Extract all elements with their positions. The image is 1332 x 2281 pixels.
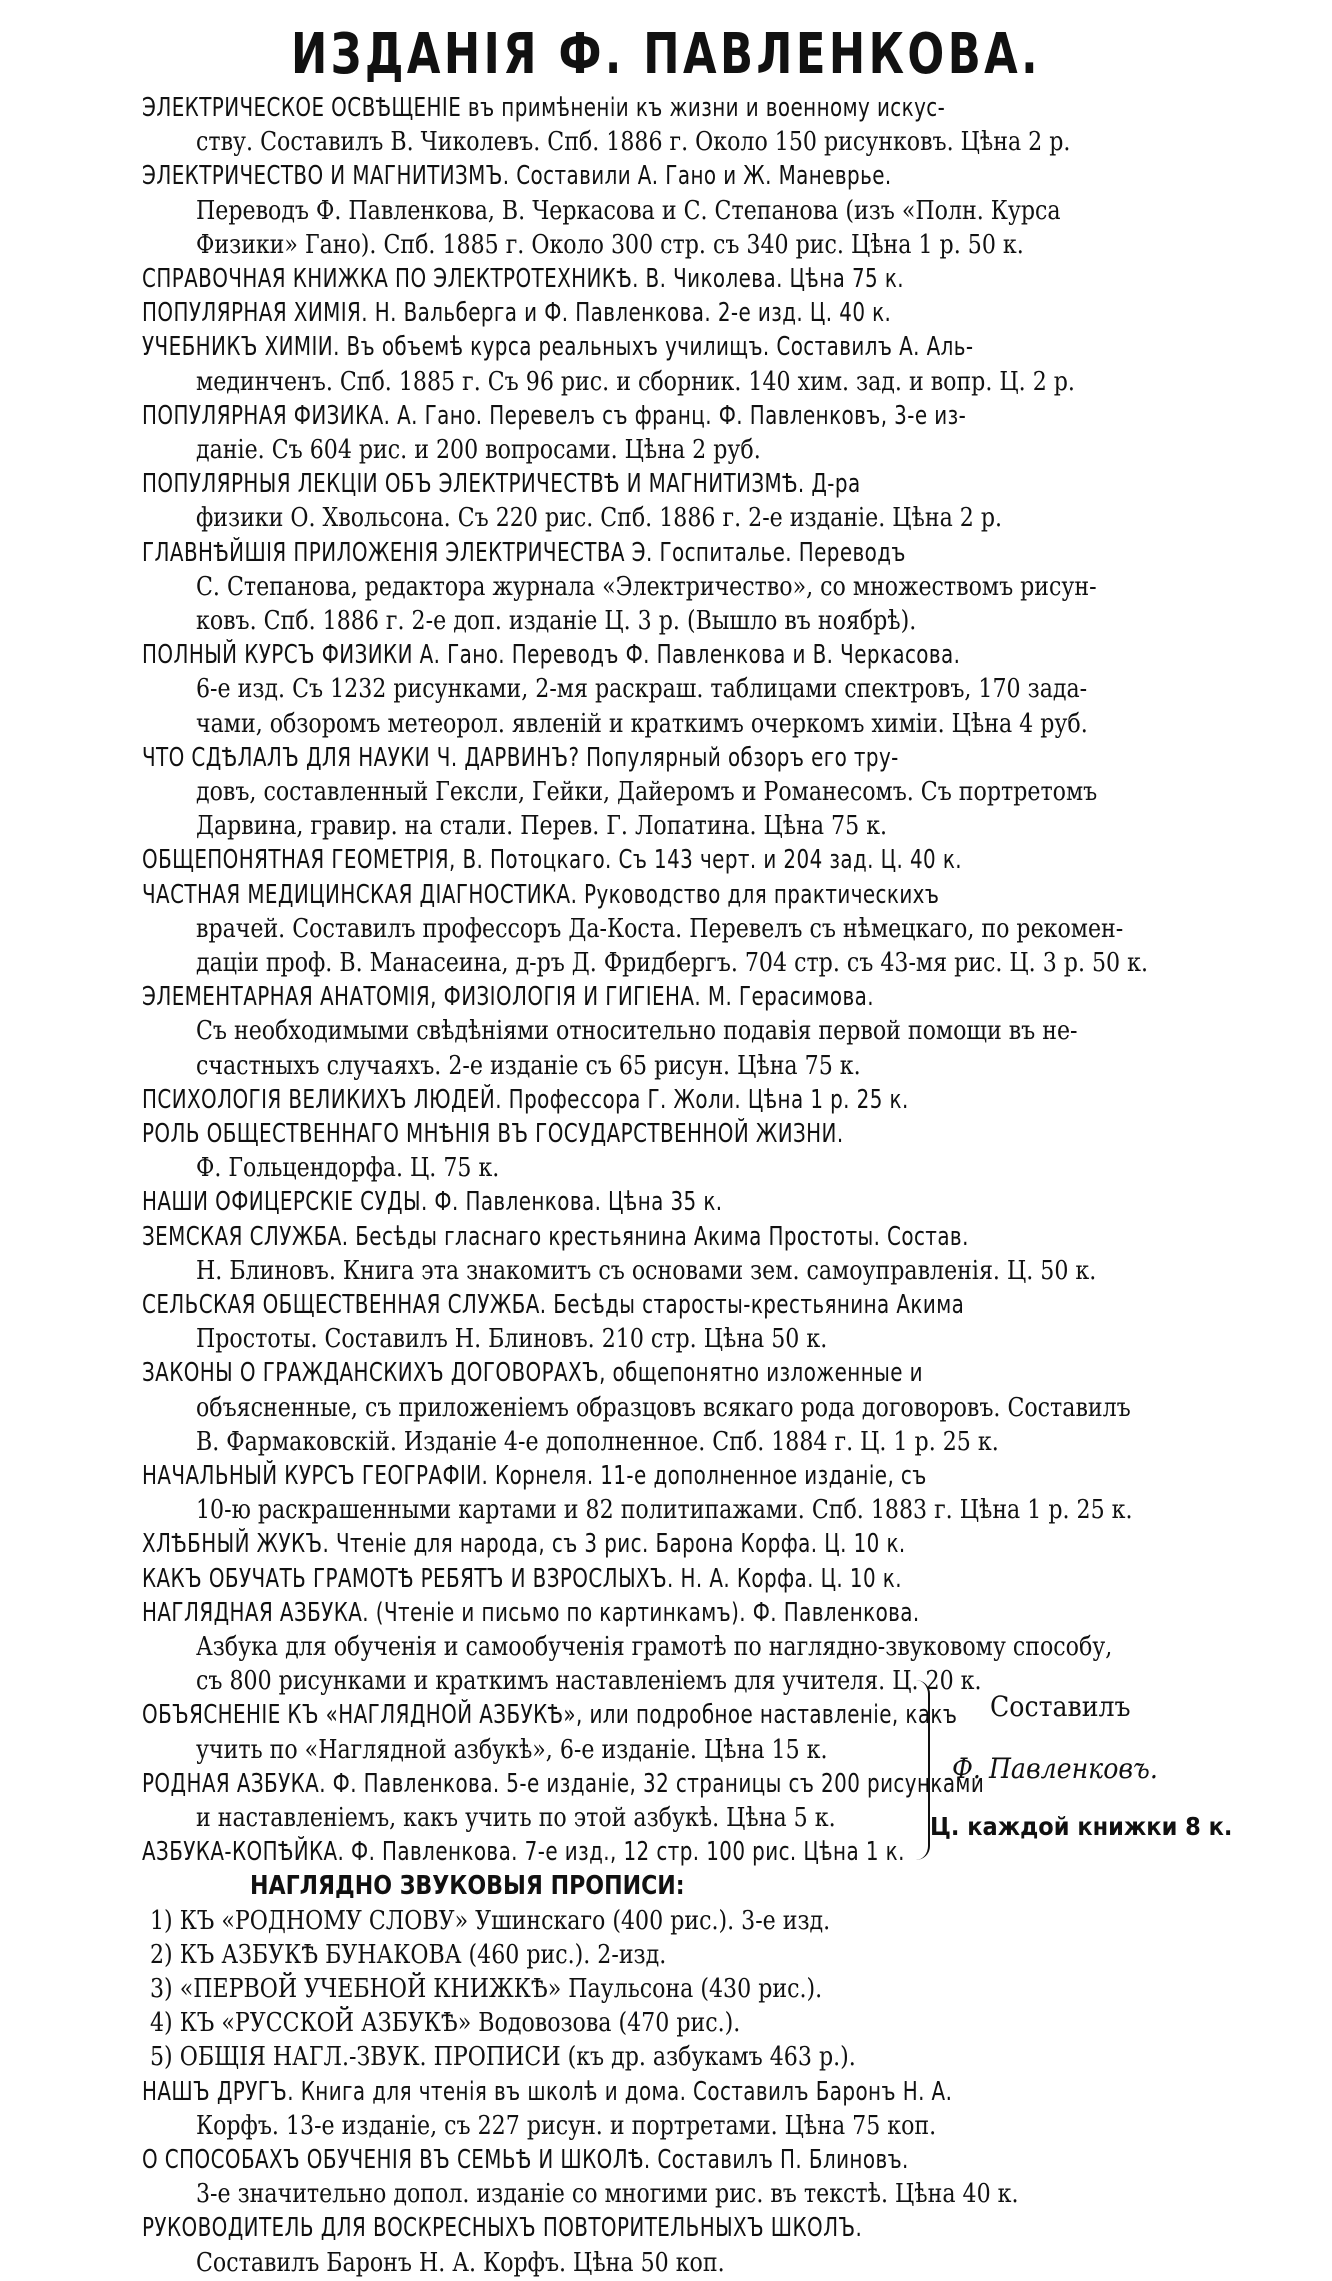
catalog-line: 1) КЪ «РОДНОМУ СЛОВУ» Ушинскаго (400 рис.). 3-е изд. (150, 1905, 831, 1936)
catalog-line: УЧЕБНИКЪ ХИМІИ. Въ объемѣ курса реальныхъ училищъ. Составилъ А. Аль- (142, 332, 974, 363)
catalog-line: ГЛАВНѢЙШІЯ ПРИЛОЖЕНІЯ ЭЛЕКТРИЧЕСТВА Э. Госпиталье. Переводъ (142, 537, 906, 568)
catalog-line: С. Степанова, редактора журнала «Электричество», со множествомъ рисун- (196, 571, 1097, 602)
catalog-line: 3) «ПЕРВОЙ УЧЕБНОЙ КНИЖКѢ» Паульсона (430 рис.). (150, 1974, 823, 2004)
catalog-line: ЗЕМСКАЯ СЛУЖБА. Бесѣды гласнаго крестьянина Акима Простоты. Состав. (142, 1221, 969, 1252)
catalog-line: ЭЛЕКТРИЧЕСТВО И МАГНИТИЗМЪ. Составили А. Гано и Ж. Маневрье. (142, 161, 892, 192)
prescriptions-price: Ц. каждой книжки 8 к. (930, 1812, 1233, 1841)
page-title: ИЗДАНІЯ Ф. ПАВЛЕНКОВА. (290, 22, 1042, 87)
catalog-line: СПРАВОЧНАЯ КНИЖКА ПО ЭЛЕКТРОТЕХНИКѢ. В. Чиколева. Цѣна 75 к. (142, 264, 905, 294)
catalog-line: ПОПУЛЯРНАЯ ФИЗИКА. А. Гано. Перевелъ съ франц. Ф. Павленковъ, 3-е из- (142, 400, 967, 431)
catalog-line: ЧТО СДѢЛАЛЪ ДЛЯ НАУКИ Ч. ДАРВИНЪ? Популярный обзоръ его тру- (142, 742, 899, 773)
catalog-line: объясненные, съ приложеніемъ образцовъ всякаго рода договоровъ. Составилъ (196, 1392, 1131, 1423)
catalog-line: НАГЛЯДНО ЗВУКОВЫЯ ПРОПИСИ: (250, 1871, 685, 1902)
catalog-line: В. Фармаковскій. Изданіе 4-е дополненное. Спб. 1884 г. Ц. 1 р. 25 к. (196, 1426, 999, 1457)
prescriptions-author-label: Составилъ (990, 1690, 1131, 1723)
catalog-line: 2) КЪ АЗБУКѢ БУНАКОВА (460 рис.). 2-изд. (150, 1939, 667, 1970)
catalog-line: 3-е значительно допол. изданіе со многими рис. въ текстѣ. Цѣна 40 к. (196, 2179, 1019, 2210)
catalog-line: ЭЛЕКТРИЧЕСКОЕ ОСВѢЩЕНІЕ въ примѣненіи къ жизни и военному искус- (142, 93, 946, 123)
catalog-line: ЭЛЕМЕНТАРНАЯ АНАТОМІЯ, ФИЗІОЛОГІЯ И ГИГІЕНА. М. Герасимова. (142, 982, 874, 1013)
catalog-line: КАКЪ ОБУЧАТЬ ГРАМОТѢ РЕБЯТЪ И ВЗРОСЛЫХЪ. Н. А. Корфа. Ц. 10 к. (142, 1563, 902, 1594)
catalog-line: Составилъ Баронъ Н. А. Корфъ. Цѣна 50 коп. (196, 2247, 725, 2278)
catalog-line: Съ необходимыми свѣдѣніями относительно подавія первой помощи въ не- (196, 1016, 1078, 1047)
catalog-line: Ф. Гольцендорфа. Ц. 75 к. (196, 1153, 500, 1184)
catalog-line: РУКОВОДИТЕЛЬ ДЛЯ ВОСКРЕСНЫХЪ ПОВТОРИТЕЛЬНЫХЪ ШКОЛЪ. (142, 2213, 863, 2244)
grouping-brace (916, 1680, 930, 1860)
catalog-line: ЗАКОНЫ О ГРАЖДАНСКИХЪ ДОГОВОРАХЪ, общепонятно изложенные и (142, 1358, 924, 1389)
catalog-line: НАШИ ОФИЦЕРСКІЕ СУДЫ. Ф. Павленкова. Цѣна 35 к. (142, 1187, 723, 1218)
prescriptions-author-name: Ф. Павленковъ. (952, 1752, 1158, 1785)
catalog-line: даніе. Съ 604 рис. и 200 вопросами. Цѣна 2 руб. (196, 435, 761, 465)
catalog-line: О СПОСОБАХЪ ОБУЧЕНІЯ ВЪ СЕМЬѢ И ШКОЛѢ. Составилъ П. Блиновъ. (142, 2145, 909, 2175)
catalog-line: Азбука для обученія и самообученія грамотѣ по наглядно-звуковому способу, (196, 1632, 1113, 1662)
catalog-line: ХЛѢБНЫЙ ЖУКЪ. Чтеніе для народа, съ 3 рис. Барона Корфа. Ц. 10 к. (142, 1529, 906, 1560)
catalog-line: и наставленіемъ, какъ учить по этой азбукѣ. Цѣна 5 к. (196, 1803, 836, 1833)
catalog-line: РОДНАЯ АЗБУКА. Ф. Павленкова. 5-е изданіе, 32 страницы съ 200 рисунками (142, 1768, 985, 1799)
catalog-line: ЧАСТНАЯ МЕДИЦИНСКАЯ ДІАГНОСТИКА. Руководство для практическихъ (142, 879, 940, 910)
catalog-line: съ 800 рисунками и краткимъ наставленіемъ для учителя. Ц. 20 к. (196, 1666, 982, 1697)
catalog-line: Простоты. Составилъ Н. Блиновъ. 210 стр. Цѣна 50 к. (196, 1324, 828, 1355)
catalog-line: ПСИХОЛОГІЯ ВЕЛИКИХЪ ЛЮДЕЙ. Профессора Г. Жоли. Цѣна 1 р. 25 к. (142, 1084, 909, 1115)
catalog-line: ковъ. Спб. 1886 г. 2-е доп. изданіе Ц. 3 р. (Вышло въ ноябрѣ). (196, 606, 917, 636)
catalog-line: ству. Составилъ В. Чиколевъ. Спб. 1886 г. Около 150 рисунковъ. Цѣна 2 р. (196, 127, 1071, 158)
catalog-line: АЗБУКА-КОПѢЙКА. Ф. Павленкова. 7-е изд., 12 стр. 100 рис. Цѣна 1 к. (142, 1837, 905, 1868)
catalog-line: Н. Блиновъ. Книга эта знакомитъ съ основами зем. самоуправленія. Ц. 50 к. (196, 1255, 1097, 1286)
catalog-line: Дарвина, гравир. на стали. Перев. Г. Лопатина. Цѣна 75 к. (196, 811, 888, 842)
catalog-line: 6-е изд. Съ 1232 рисунками, 2-мя раскраш. таблицами спектровъ, 170 зада- (196, 674, 1088, 705)
catalog-line: Переводъ Ф. Павленкова, В. Черкасова и С. Степанова (изъ «Полн. Курса (196, 195, 1061, 226)
catalog-line: ПОПУЛЯРНЫЯ ЛЕКЦІИ ОБЪ ЭЛЕКТРИЧЕСТВѢ И МАГНИТИЗМѢ. Д-ра (142, 469, 861, 500)
catalog-line: НАГЛЯДНАЯ АЗБУКА. (Чтеніе и письмо по картинкамъ). Ф. Павленкова. (142, 1597, 920, 1628)
catalog-line: счастныхъ случаяхъ. 2-е изданіе съ 65 рисун. Цѣна 75 к. (196, 1050, 861, 1081)
catalog-line: чами, обзоромъ метеорол. явленій и краткимъ очеркомъ химіи. Цѣна 4 руб. (196, 708, 1088, 739)
catalog-line: 10-ю раскрашенными картами и 82 политипажами. Спб. 1883 г. Цѣна 1 р. 25 к. (196, 1495, 1133, 1526)
catalog-line: СЕЛЬСКАЯ ОБЩЕСТВЕННАЯ СЛУЖБА. Бесѣды старосты-крестьянина Акима (142, 1290, 965, 1320)
catalog-line: ОБЪЯСНЕНІЕ КЪ «НАГЛЯДНОЙ АЗБУКѢ», или подробное наставленіе, какъ (142, 1700, 958, 1731)
catalog-line: ПОПУЛЯРНАЯ ХИМІЯ. Н. Вальберга и Ф. Павленкова. 2-е изд. Ц. 40 к. (142, 298, 892, 329)
catalog-line: довъ, составленный Гексли, Гейки, Дайеромъ и Романесомъ. Съ портретомъ (196, 777, 1098, 807)
catalog-line: РОЛЬ ОБЩЕСТВЕННАГО МНѢНІЯ ВЪ ГОСУДАРСТВЕННОЙ ЖИЗНИ. (142, 1119, 844, 1149)
catalog-line: НАШЪ ДРУГЪ. Книга для чтенія въ школѣ и дома. Составилъ Баронъ Н. А. (142, 2076, 953, 2107)
catalog-line: НАЧАЛЬНЫЙ КУРСЪ ГЕОГРАФІИ. Корнеля. 11-е дополненное изданіе, съ (142, 1461, 927, 1491)
catalog-line: 5) ОБЩІЯ НАГЛ.-ЗВУК. ПРОПИСИ (къ др. азбукамъ 463 р.). (150, 2042, 856, 2073)
catalog-line: мединченъ. Спб. 1885 г. Съ 96 рис. и сборник. 140 хим. зад. и вопр. Ц. 2 р. (196, 366, 1075, 397)
catalog-line: учить по «Наглядной азбукѣ», 6-е изданіе. Цѣна 15 к. (196, 1734, 828, 1765)
catalog-line: ПОЛНЫЙ КУРСЪ ФИЗИКИ А. Гано. Переводъ Ф. Павленкова и В. Черкасова. (142, 640, 961, 671)
catalog-line: Физики» Гано). Спб. 1885 г. Около 300 стр. съ 340 рис. Цѣна 1 р. 50 к. (196, 229, 1024, 260)
catalog-line: ОБЩЕПОНЯТНАЯ ГЕОМЕТРІЯ, В. Потоцкаго. Съ 143 черт. и 204 зад. Ц. 40 к. (142, 845, 963, 876)
catalog-line: врачей. Составилъ профессоръ Да-Коста. Перевелъ съ нѣмецкаго, по рекомен- (196, 913, 1124, 944)
catalog-line: физики О. Хвольсона. Съ 220 рис. Спб. 1886 г. 2-е изданіе. Цѣна 2 р. (196, 503, 1003, 534)
catalog-line: 4) КЪ «РУССКОЙ АЗБУКѢ» Водовозова (470 рис.). (150, 2008, 741, 2039)
catalog-line: даціи проф. В. Манасеина, д-ръ Д. Фридбергъ. 704 стр. съ 43-мя рис. Ц. 3 р. 50 к. (196, 948, 1148, 978)
catalog-line: Корфъ. 13-е изданіе, съ 227 рисун. и портретами. Цѣна 75 коп. (196, 2110, 937, 2141)
